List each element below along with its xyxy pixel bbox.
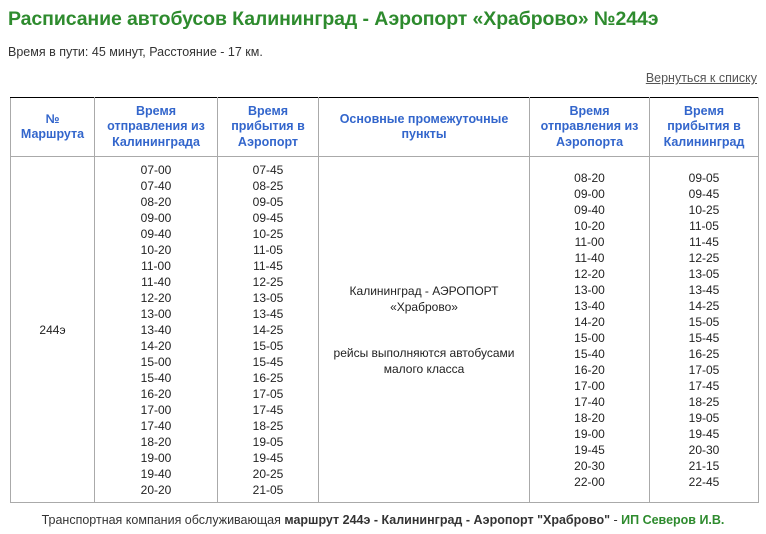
time-entry: 15-40 bbox=[140, 370, 172, 385]
travel-info: Время в пути: 45 минут, Расстояние - 17 км. bbox=[8, 45, 263, 59]
time-entry: 22-00 bbox=[574, 474, 605, 489]
time-entry: 17-40 bbox=[574, 394, 605, 409]
time-entry: 09-05 bbox=[688, 170, 720, 185]
time-entry: 10-25 bbox=[252, 226, 284, 241]
time-entry: 09-00 bbox=[140, 210, 172, 225]
time-entry: 15-40 bbox=[574, 346, 605, 361]
depart-kaliningrad-times bbox=[95, 157, 218, 503]
time-entry: 18-25 bbox=[252, 418, 284, 433]
time-entry: 11-05 bbox=[253, 242, 283, 257]
time-entry: 17-00 bbox=[140, 402, 172, 417]
intermediate-stops-cell bbox=[319, 157, 530, 503]
time-entry: 15-45 bbox=[688, 330, 720, 345]
header-depart-airport: Время отправления из Аэропорта bbox=[530, 98, 650, 157]
time-entry: 14-25 bbox=[688, 298, 720, 313]
time-entry: 16-25 bbox=[252, 370, 284, 385]
time-entry: 13-40 bbox=[140, 322, 172, 337]
time-entry: 18-20 bbox=[140, 434, 172, 449]
footer-route: маршрут 244э - Калининград - Аэропорт "Храброво" bbox=[284, 513, 611, 527]
time-entry: 21-05 bbox=[252, 482, 284, 497]
header-depart-kaliningrad: Время отправления из Калининграда bbox=[95, 98, 218, 157]
time-entry: 21-15 bbox=[688, 458, 720, 473]
time-entry: 15-45 bbox=[252, 354, 284, 369]
time-entry: 09-40 bbox=[574, 202, 605, 217]
time-entry: 11-40 bbox=[141, 274, 171, 289]
time-entry: 19-05 bbox=[252, 434, 284, 449]
time-entry: 17-05 bbox=[252, 386, 284, 401]
time-entry: 19-45 bbox=[688, 426, 720, 441]
time-entry: 14-20 bbox=[574, 314, 605, 329]
time-entry: 07-00 bbox=[140, 162, 172, 177]
time-entry: 13-00 bbox=[574, 282, 605, 297]
time-entry: 19-05 bbox=[688, 410, 720, 425]
time-entry: 15-05 bbox=[688, 314, 720, 329]
footer-separator: - bbox=[610, 513, 622, 527]
time-entry: 16-20 bbox=[140, 386, 172, 401]
header-route-number: № Маршрута bbox=[11, 98, 95, 157]
time-entry: 15-05 bbox=[252, 338, 284, 353]
time-entry: 12-25 bbox=[252, 274, 284, 289]
header-arrive-airport: Время прибытия в Аэропорт bbox=[218, 98, 319, 157]
time-entry: 16-20 bbox=[574, 362, 605, 377]
stops-route-text: Калининград - АЭРОПОРТ «Храброво» bbox=[349, 283, 499, 314]
time-entry: 13-40 bbox=[574, 298, 605, 313]
time-entry: 10-20 bbox=[574, 218, 605, 233]
time-entry: 12-25 bbox=[688, 250, 720, 265]
time-entry: 22-45 bbox=[688, 474, 720, 489]
stops-note-text: рейсы выполняются автобусами малого класса bbox=[333, 345, 515, 376]
time-entry: 19-00 bbox=[140, 450, 172, 465]
time-entry: 11-05 bbox=[689, 218, 719, 233]
time-entry: 09-05 bbox=[252, 194, 284, 209]
time-entry: 16-25 bbox=[688, 346, 720, 361]
time-entry: 15-00 bbox=[574, 330, 605, 345]
time-entry: 08-20 bbox=[574, 170, 605, 185]
time-entry: 14-20 bbox=[140, 338, 172, 353]
arrive-airport-times bbox=[218, 157, 319, 503]
table-row bbox=[11, 157, 759, 503]
time-entry: 20-30 bbox=[688, 442, 720, 457]
time-entry: 11-00 bbox=[574, 234, 605, 249]
time-entry: 08-20 bbox=[140, 194, 172, 209]
time-entry: 13-45 bbox=[252, 306, 284, 321]
time-entry: 20-30 bbox=[574, 458, 605, 473]
time-entry: 19-45 bbox=[574, 442, 605, 457]
back-to-list-link[interactable]: Вернуться к списку bbox=[645, 71, 757, 85]
footer-company: ИП Северов И.В. bbox=[621, 513, 725, 527]
time-entry: 17-05 bbox=[688, 362, 720, 377]
time-entry: 17-00 bbox=[574, 378, 605, 393]
time-entry: 20-20 bbox=[140, 482, 172, 497]
time-entry: 20-25 bbox=[252, 466, 284, 481]
time-entry: 10-25 bbox=[688, 202, 720, 217]
time-entry: 12-20 bbox=[574, 266, 605, 281]
time-entry: 11-45 bbox=[689, 234, 719, 249]
time-entry: 13-05 bbox=[688, 266, 720, 281]
time-entry: 13-45 bbox=[688, 282, 720, 297]
schedule-table bbox=[10, 97, 759, 503]
time-entry: 14-25 bbox=[252, 322, 284, 337]
footer-prefix: Транспортная компания обслуживающая bbox=[41, 513, 285, 527]
header-arrive-kaliningrad: Время прибытия в Калининград bbox=[650, 98, 759, 157]
time-entry: 19-45 bbox=[252, 450, 284, 465]
time-entry: 18-25 bbox=[688, 394, 720, 409]
time-entry: 11-40 bbox=[574, 250, 605, 265]
time-entry: 07-45 bbox=[252, 162, 284, 177]
time-entry: 07-40 bbox=[140, 178, 172, 193]
time-entry: 08-25 bbox=[252, 178, 284, 193]
arrive-kaliningrad-times bbox=[650, 157, 759, 503]
time-entry: 19-00 bbox=[574, 426, 605, 441]
page-title: Расписание автобусов Калининград - Аэропорт «Храброво» №244э bbox=[8, 8, 659, 30]
time-entry: 15-00 bbox=[140, 354, 172, 369]
time-entry: 10-20 bbox=[140, 242, 172, 257]
time-entry: 11-45 bbox=[253, 258, 283, 273]
time-entry: 17-40 bbox=[140, 418, 172, 433]
header-intermediate-stops: Основные промежуточные пункты bbox=[319, 98, 530, 157]
time-entry: 09-40 bbox=[140, 226, 172, 241]
time-entry: 18-20 bbox=[574, 410, 605, 425]
table-header-row bbox=[11, 98, 759, 157]
time-entry: 13-05 bbox=[252, 290, 284, 305]
time-entry: 09-00 bbox=[574, 186, 605, 201]
time-entry: 09-45 bbox=[688, 186, 720, 201]
time-entry: 19-40 bbox=[140, 466, 172, 481]
time-entry: 11-00 bbox=[141, 258, 171, 273]
time-entry: 17-45 bbox=[252, 402, 284, 417]
time-entry: 13-00 bbox=[140, 306, 172, 321]
route-number-cell: 244э bbox=[11, 157, 95, 503]
time-entry: 12-20 bbox=[140, 290, 172, 305]
footer bbox=[0, 513, 766, 527]
time-entry: 09-45 bbox=[252, 210, 284, 225]
time-entry: 17-45 bbox=[688, 378, 720, 393]
depart-airport-times bbox=[530, 157, 650, 503]
